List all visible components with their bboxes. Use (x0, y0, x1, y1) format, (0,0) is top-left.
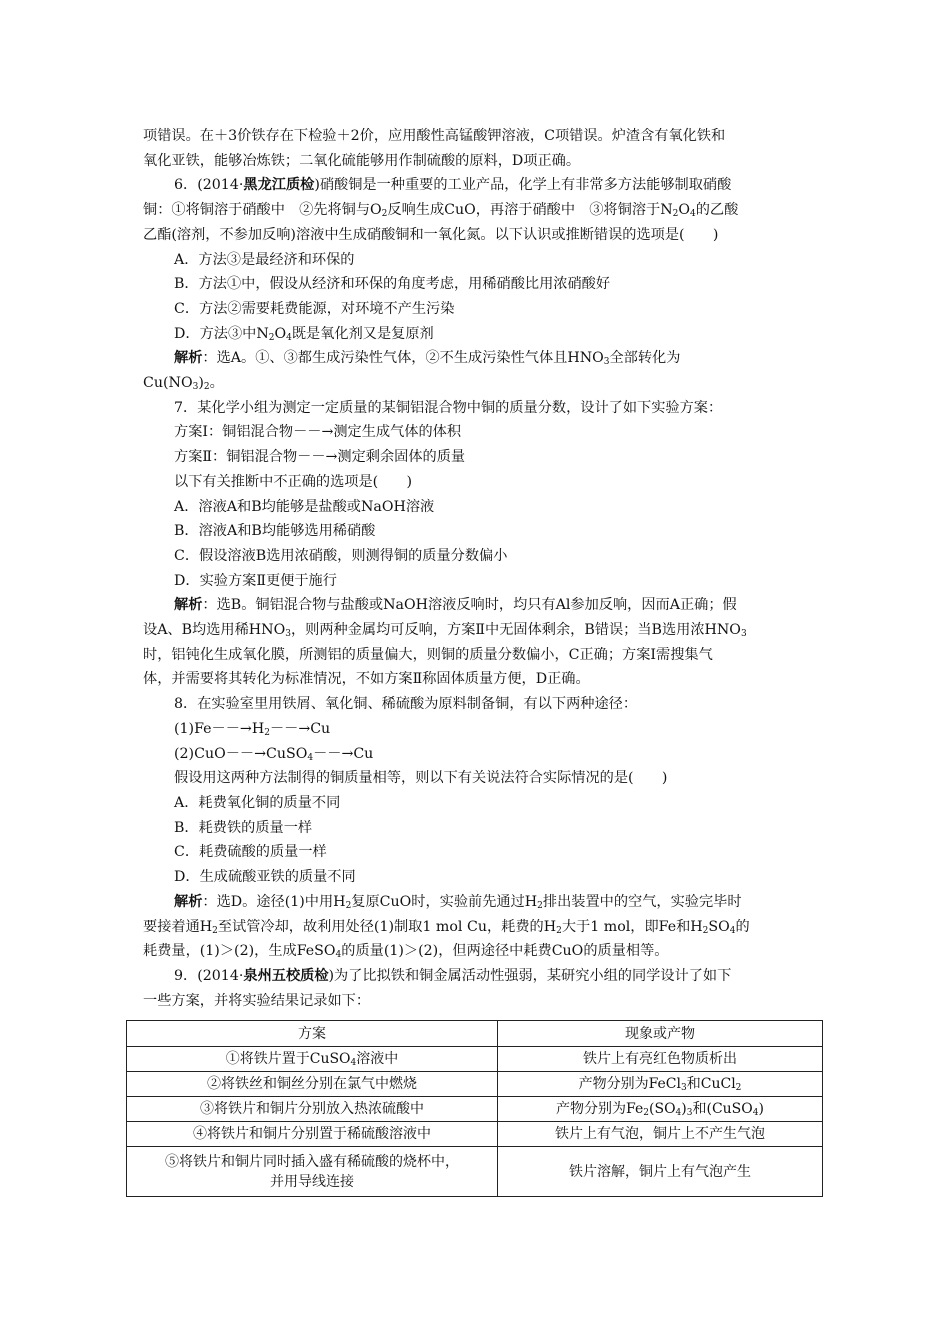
table-cell-result: 铁片溶解，铜片上有气泡产生 (498, 1147, 823, 1197)
q6-option-d: D．方法③中$N_2O_4$既是氧化剂又是复原剂 (174, 325, 434, 343)
table-header-row (127, 1021, 823, 1047)
q9-line-1: 9．(2014·泉州五校质检)为了比拟铁和铜金属活动性强弱，某研究小组的同学设计了如下 (174, 967, 732, 984)
q7-answer-line-2: 设A、B均选用稀$HNO_3$，则两种金属均可反响，方案Ⅱ中无固体剩余，B错误；当B选用浓$HNO_3$ (143, 622, 747, 640)
q6-source: 黑龙江质检 (243, 177, 315, 194)
table-cell-plan: ②将铁丝和铜丝分别在氯气中燃烧 (127, 1072, 498, 1097)
q6-option-c: C．方法②需要耗费能源，对环境不产生污染 (174, 300, 455, 317)
q9-line-2: 一些方案，并将实验结果记录如下： (143, 992, 371, 1009)
q6-answer-line-1: 解析：选A。①、③都生成污染性气体，②不生成污染性气体且$HNO_3$全部转化为 (174, 350, 681, 368)
q6-line-1: 6．(2014·黑龙江质检)硝酸铜是一种重要的工业产品，化学上有非常多方法能够制取硝酸 (174, 177, 732, 194)
table-cell-result: 产物分别为$Fe_2(SO_4)_3$和(CuSO$_4$) (498, 1097, 823, 1122)
q6-line-3: 乙酯(溶剂，不参加反响)溶液中生成硝酸铜和一氧化氮。以下认识或推断错误的选项是( ) (143, 226, 719, 243)
q8-answer-line-2: 要接着通$H_2$至试管冷却，故利用处径(1)制取1 mol Cu，耗费的$H_2$大于1 mol，即Fe和$H_2SO_4$的 (143, 918, 750, 936)
q7-line-1: 7．某化学小组为测定一定质量的某铜铝混合物中铜的质量分数，设计了如下实验方案： (174, 399, 723, 416)
q8-line-1: 8．在实验室里用铁屑、氧化铜、稀硫酸为原料制备铜，有以下两种途径： (174, 696, 638, 713)
q7-answer-line-1: 解析：选B。铜铝混合物与盐酸或NaOH溶液反响时，均只有Al参加反响，因而A正确；假 (174, 597, 737, 614)
q7-option-d: D．实验方案Ⅱ更便于施行 (174, 572, 337, 589)
table-header-result: 现象或产物 (498, 1021, 823, 1047)
q7-option-c: C．假设溶液B选用浓硝酸，则测得铜的质量分数偏小 (174, 547, 508, 564)
q8-route-1: $(1)Fe--\to H_2--\to Cu$ (174, 720, 331, 738)
q8-answer-line-3: 耗费量，(1)＞(2)，生成FeSO$_4$的质量(1)＞(2)，但两途径中耗费CuO的质量相等。 (143, 943, 669, 961)
answer-label: 解析 (174, 597, 203, 614)
q7-prompt: 以下有关推断中不正确的选项是( ) (174, 473, 413, 490)
q7-answer-line-3: 时，铝钝化生成氧化膜，所测铝的质量偏大，则铜的质量分数偏小，C正确；方案Ⅰ需搜集气 (143, 646, 713, 663)
table-cell-result: 铁片上有气泡，铜片上不产生气泡 (498, 1122, 823, 1147)
q6-line-2: 铜：①将铜溶于硝酸中 ②先将铜与$O_2$反响生成CuO，再溶于硝酸中 ③将铜溶于$N_2O_4$的乙酸 (143, 202, 739, 220)
q6-answer-line-2: $Cu(NO_3)_2$。 (143, 375, 224, 393)
table-cell-result: 产物分别为FeCl$_3$和CuCl$_2$ (498, 1072, 823, 1097)
table-row (127, 1072, 823, 1097)
answer-label: 解析 (174, 893, 203, 910)
q8-prompt: 假设用这两种方法制得的铜质量相等，则以下有关说法符合实际情况的是( ) (174, 770, 668, 787)
q8-option-a: A．耗费氧化铜的质量不同 (174, 794, 341, 811)
q8-option-b: B．耗费铁的质量一样 (174, 819, 313, 836)
table-row (127, 1147, 823, 1197)
table-header-plan: 方案 (127, 1021, 498, 1047)
table-row (127, 1097, 823, 1122)
table-cell-plan: ③将铁片和铜片分别放入热浓硫酸中 (127, 1097, 498, 1122)
q7-option-a: A．溶液A和B均能够是盐酸或NaOH溶液 (174, 498, 435, 515)
q6-option-a: A．方法③是最经济和环保的 (174, 251, 355, 268)
q7-answer-line-4: 体，并需要将其转化为标准情况，不如方案Ⅱ称固体质量方便，D正确。 (143, 671, 590, 688)
q7-option-b: B．溶液A和B均能够选用稀硝酸 (174, 523, 376, 540)
q8-route-2: (2)CuO－－→CuSO$_4$－－→Cu (174, 745, 374, 763)
table-cell-plan: ④将铁片和铜片分别置于稀硫酸溶液中 (127, 1122, 498, 1147)
document-body (143, 124, 821, 1013)
results-table (126, 1020, 823, 1197)
intro-line-1: 项错误。在＋3价铁存在下检验＋2价，应用酸性高锰酸钾溶液，C项错误。炉渣含有氧化铁和 (143, 128, 726, 144)
q8-option-c: C．耗费硫酸的质量一样 (174, 844, 327, 861)
table-cell-result: 铁片上有亮红色物质析出 (498, 1047, 823, 1072)
q9-source: 泉州五校质检 (243, 967, 329, 984)
table-row (127, 1122, 823, 1147)
q7-plan-2: 方案Ⅱ：铜铝混合物－－→测定剩余固体的质量 (174, 449, 466, 466)
table-cell-plan: ⑤将铁片和铜片同时插入盛有稀硫酸的烧杯中， 并用导线连接 (127, 1147, 498, 1197)
q6-option-b: B．方法①中，假设从经济和环保的角度考虑，用稀硝酸比用浓硝酸好 (174, 276, 611, 293)
answer-label: 解析 (174, 350, 203, 367)
intro-line-2: 氧化亚铁，能够冶炼铁；二氧化硫能够用作制硫酸的原料，D项正确。 (143, 152, 581, 169)
q8-option-d: D．生成硫酸亚铁的质量不同 (174, 869, 356, 886)
q8-answer-line-1: 解析：选D。途径(1)中用$H_2$复原CuO时，实验前先通过$H_2$排出装置中的空气，实验完毕时 (174, 893, 742, 911)
q7-plan-1: 方案Ⅰ：铜铝混合物－－→测定生成气体的体积 (174, 424, 462, 441)
table-row (127, 1047, 823, 1072)
table-cell-plan: ①将铁片置于CuSO$_4$溶液中 (127, 1047, 498, 1072)
